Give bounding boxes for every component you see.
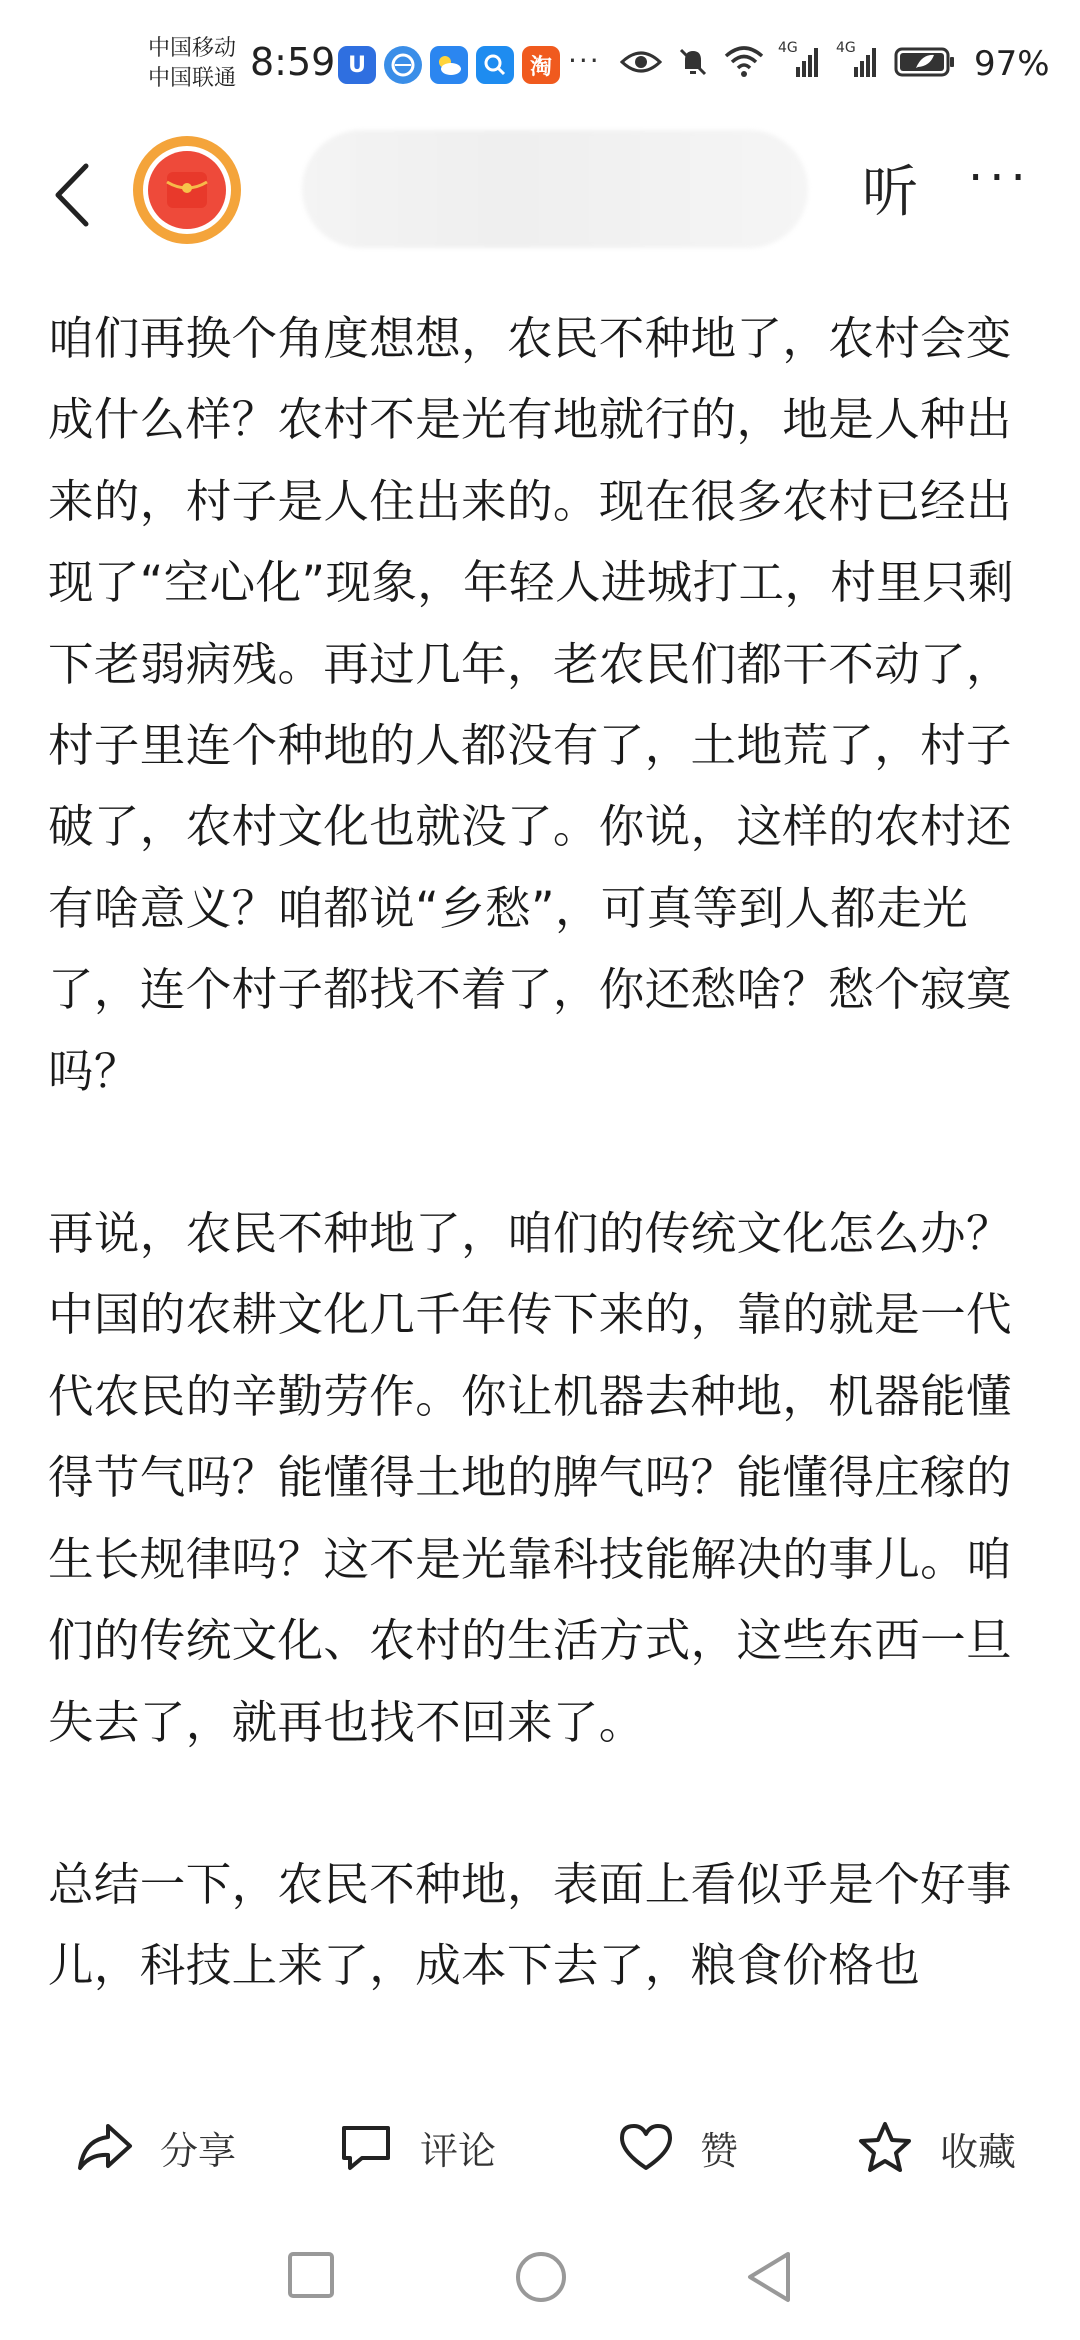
blurred-title	[302, 130, 808, 248]
signal-4g-2-icon: 4G	[836, 44, 880, 80]
home-button[interactable]	[514, 2250, 568, 2308]
eye-icon	[620, 44, 662, 80]
u-icon: U	[338, 46, 376, 84]
system-icons	[620, 40, 956, 80]
mute-bell-icon	[676, 44, 710, 80]
comment-button[interactable]	[338, 2120, 496, 2175]
status-time: 8:59	[250, 40, 336, 84]
favorite-button[interactable]	[856, 2120, 1016, 2176]
battery-icon	[894, 44, 956, 80]
article-body	[48, 298, 1028, 2088]
listen-button[interactable]: 听	[862, 160, 918, 225]
heart-icon	[618, 2122, 674, 2174]
author-avatar[interactable]	[133, 136, 241, 244]
carrier-labels	[148, 34, 236, 94]
status-bar	[0, 0, 1080, 130]
favorite-label: 收藏	[940, 2129, 1017, 2174]
like-button[interactable]	[618, 2120, 738, 2175]
status-more: ···	[568, 44, 601, 77]
like-label: 赞	[700, 2129, 739, 2173]
share-button[interactable]	[76, 2120, 236, 2175]
triangle-back-icon	[744, 2250, 794, 2304]
comment-label: 评论	[420, 2129, 497, 2173]
article-paragraph-1: 咱们再换个角度想想，农民不种地了，农村会变成什么样？农村不是光有地就行的，地是人种出来的，村子是人住出来的。现在很多农村已经出现了“空心化”现象，年轻人进城打工，村里只剩下老弱病残。再过几年，老农民们都干不动了，村子里连个种地的人都没有了，土地荒了，村子破了，农村文化也就没了。你说，这样的农村还有啥意义？咱都说“乡愁”，可真等到人都走光了，连个村子都找不着了，你还愁啥？愁个寂寞吗？	[48, 312, 1014, 1098]
battery-percent: 97%	[974, 44, 1050, 84]
wifi-icon	[724, 44, 764, 80]
article-paragraph-2: 再说，农民不种地了，咱们的传统文化怎么办？中国的农耕文化几千年传下来的，靠的就是一代代农民的辛勤劳作。你让机器去种地，机器能懂得节气吗？能懂得土地的脾气吗？能懂得庄稼的生长规律吗？这不是光靠科技能解决的事儿。咱们的传统文化、农村的生活方式，这些东西一旦失去了，就再也找不回来了。	[48, 1207, 1012, 1749]
weather-icon	[430, 46, 468, 84]
red-envelope-icon	[148, 151, 226, 229]
circle-icon	[514, 2250, 568, 2304]
system-nav-bar	[0, 2230, 1080, 2340]
browser-icon	[384, 46, 422, 84]
search-app-icon	[476, 46, 514, 84]
star-icon	[856, 2120, 914, 2176]
square-icon	[286, 2250, 336, 2300]
back-button[interactable]	[48, 160, 98, 230]
more-button[interactable]: ···	[968, 150, 1032, 206]
article-paragraph-3: 总结一下，农民不种地，表面上看似乎是个好事儿，科技上来了，成本下去了，粮食价格也	[48, 1857, 1012, 1993]
signal-4g-1-icon: 4G	[778, 44, 822, 80]
recents-button[interactable]	[286, 2250, 336, 2304]
chevron-left-icon	[48, 160, 98, 230]
back-nav-button[interactable]	[744, 2250, 794, 2308]
comment-icon	[338, 2122, 394, 2174]
action-bar	[0, 2090, 1080, 2210]
article-header	[0, 130, 1080, 260]
notification-icons	[338, 46, 560, 84]
carrier-1: 中国移动	[148, 36, 237, 61]
share-label: 分享	[160, 2129, 237, 2173]
taobao-icon: 淘	[522, 46, 560, 84]
carrier-2: 中国联通	[148, 66, 237, 91]
share-icon	[76, 2122, 134, 2174]
